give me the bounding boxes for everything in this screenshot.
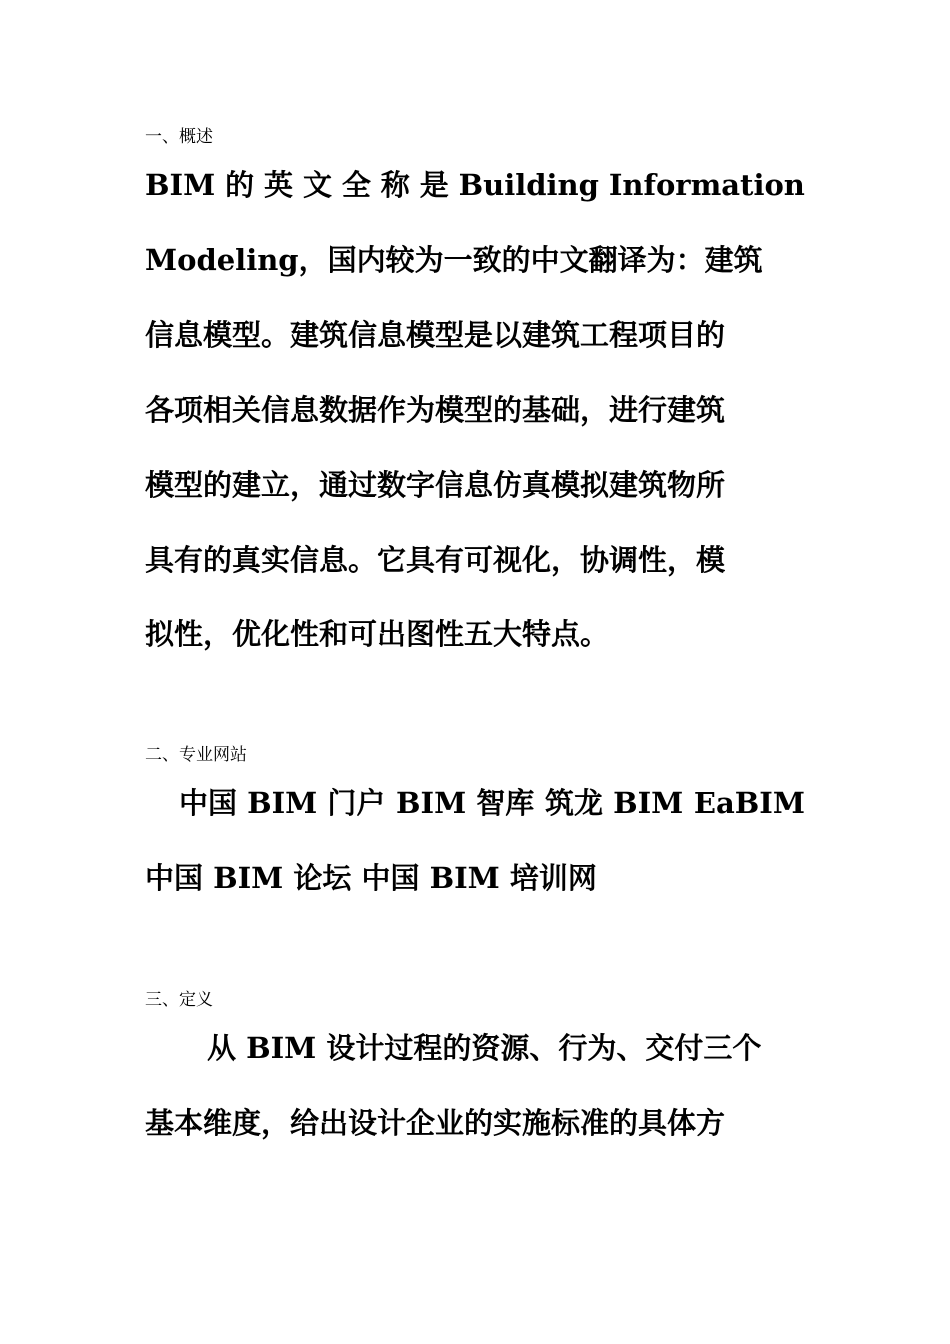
website-link: EaBIM <box>693 786 805 820</box>
document-page <box>145 0 805 1344</box>
section-heading-websites: 二、专业网站 <box>145 745 247 765</box>
overview-line-7: 拟性，优化性和可出图性五大特点。 <box>145 617 610 651</box>
overview-line-6: 具有的真实信息。它具有可视化，协调性，模 <box>145 543 726 577</box>
website-link: 筑龙 BIM <box>544 786 684 820</box>
overview-word: 文 <box>302 168 332 202</box>
overview-line-1 <box>145 165 805 205</box>
overview-word: BIM <box>145 168 216 202</box>
section-heading-definition: 三、定义 <box>145 990 213 1010</box>
overview-word: 的 <box>225 168 255 202</box>
website-link: BIM 智库 <box>396 786 535 820</box>
overview-word: Information <box>608 168 805 202</box>
overview-word: 英 <box>264 168 294 202</box>
overview-word: 称 <box>380 168 410 202</box>
websites-line-2: 中国 BIM 论坛 中国 BIM 培训网 <box>145 861 597 895</box>
overview-word: 是 <box>419 168 449 202</box>
overview-word: 全 <box>341 168 371 202</box>
overview-line-2: Modeling，国内较为一致的中文翻译为：建筑 <box>145 243 763 277</box>
websites-line-1 <box>145 783 805 823</box>
overview-line-4: 各项相关信息数据作为模型的基础，进行建筑 <box>145 393 726 427</box>
definition-line-2: 基本维度，给出设计企业的实施标准的具体方 <box>145 1106 726 1140</box>
definition-line-1: 从 BIM 设计过程的资源、行为、交付三个 <box>207 1031 762 1065</box>
overview-word: Building <box>458 168 599 202</box>
overview-line-3: 信息模型。建筑信息模型是以建筑工程项目的 <box>145 318 726 352</box>
section-heading-overview: 一、概述 <box>145 127 213 147</box>
website-link: 中国 BIM 门户 <box>179 786 386 820</box>
overview-line-5: 模型的建立，通过数字信息仿真模拟建筑物所 <box>145 468 726 502</box>
